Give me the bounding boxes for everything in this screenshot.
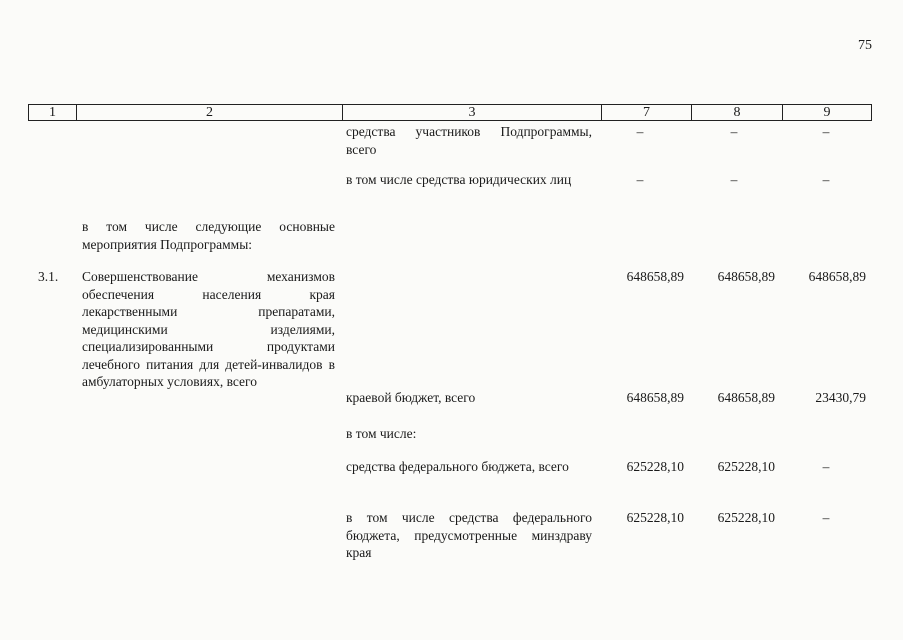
- row-4-v8: 648658,89: [717, 390, 775, 405]
- row-6-v9: –: [822, 459, 830, 474]
- row-2-name: в том числе следующие основные мероприятия Подпрограммы:: [82, 219, 335, 252]
- row-0-v8: –: [730, 124, 738, 139]
- row-7-v8: 625228,10: [717, 510, 775, 525]
- row-1-v9: –: [822, 172, 830, 187]
- row-7-v9: –: [822, 510, 830, 525]
- row-6-v7: 625228,10: [626, 459, 684, 474]
- row-0-source: средства участников Подпрограммы, всего: [346, 124, 592, 157]
- row-4-v7: 648658,89: [626, 390, 684, 405]
- row-3-v7: 648658,89: [626, 269, 684, 284]
- row-3-name: Совершенствование механизмов обеспечения населения края лекарственными препаратами, медицинскими изделиями, специализированными продуктами лечебного питания для детей-инвалидов в амбулаторных условиях, всего: [82, 269, 335, 389]
- row-4-source: краевой бюджет, всего: [346, 390, 476, 405]
- row-0-v9: –: [822, 124, 830, 139]
- header-col-9: 9: [782, 105, 871, 120]
- header-col-7: 7: [601, 105, 691, 120]
- header-col-1: 1: [49, 105, 56, 120]
- page-number: 75: [858, 38, 872, 53]
- header-col-8: 8: [691, 105, 782, 120]
- row-0-v7: –: [636, 124, 644, 139]
- row-1-v7: –: [636, 172, 644, 187]
- row-1-v8: –: [730, 172, 738, 187]
- table-header: [28, 104, 872, 121]
- row-7-v7: 625228,10: [626, 510, 684, 525]
- row-7-source: в том числе средства федерального бюджета, предусмотренные минздраву края: [346, 510, 592, 560]
- row-4-v9: 23430,79: [815, 390, 866, 405]
- row-5-source: в том числе:: [346, 426, 417, 441]
- row-1-source: в том числе средства юридических лиц: [346, 172, 572, 187]
- row-6-v8: 625228,10: [717, 459, 775, 474]
- header-col-2: 2: [76, 105, 342, 120]
- row-6-source: средства федерального бюджета, всего: [346, 459, 569, 474]
- row-3-num: 3.1.: [38, 269, 59, 284]
- header-col-3: 3: [342, 105, 601, 120]
- row-3-v8: 648658,89: [717, 269, 775, 284]
- row-3-v9: 648658,89: [808, 269, 866, 284]
